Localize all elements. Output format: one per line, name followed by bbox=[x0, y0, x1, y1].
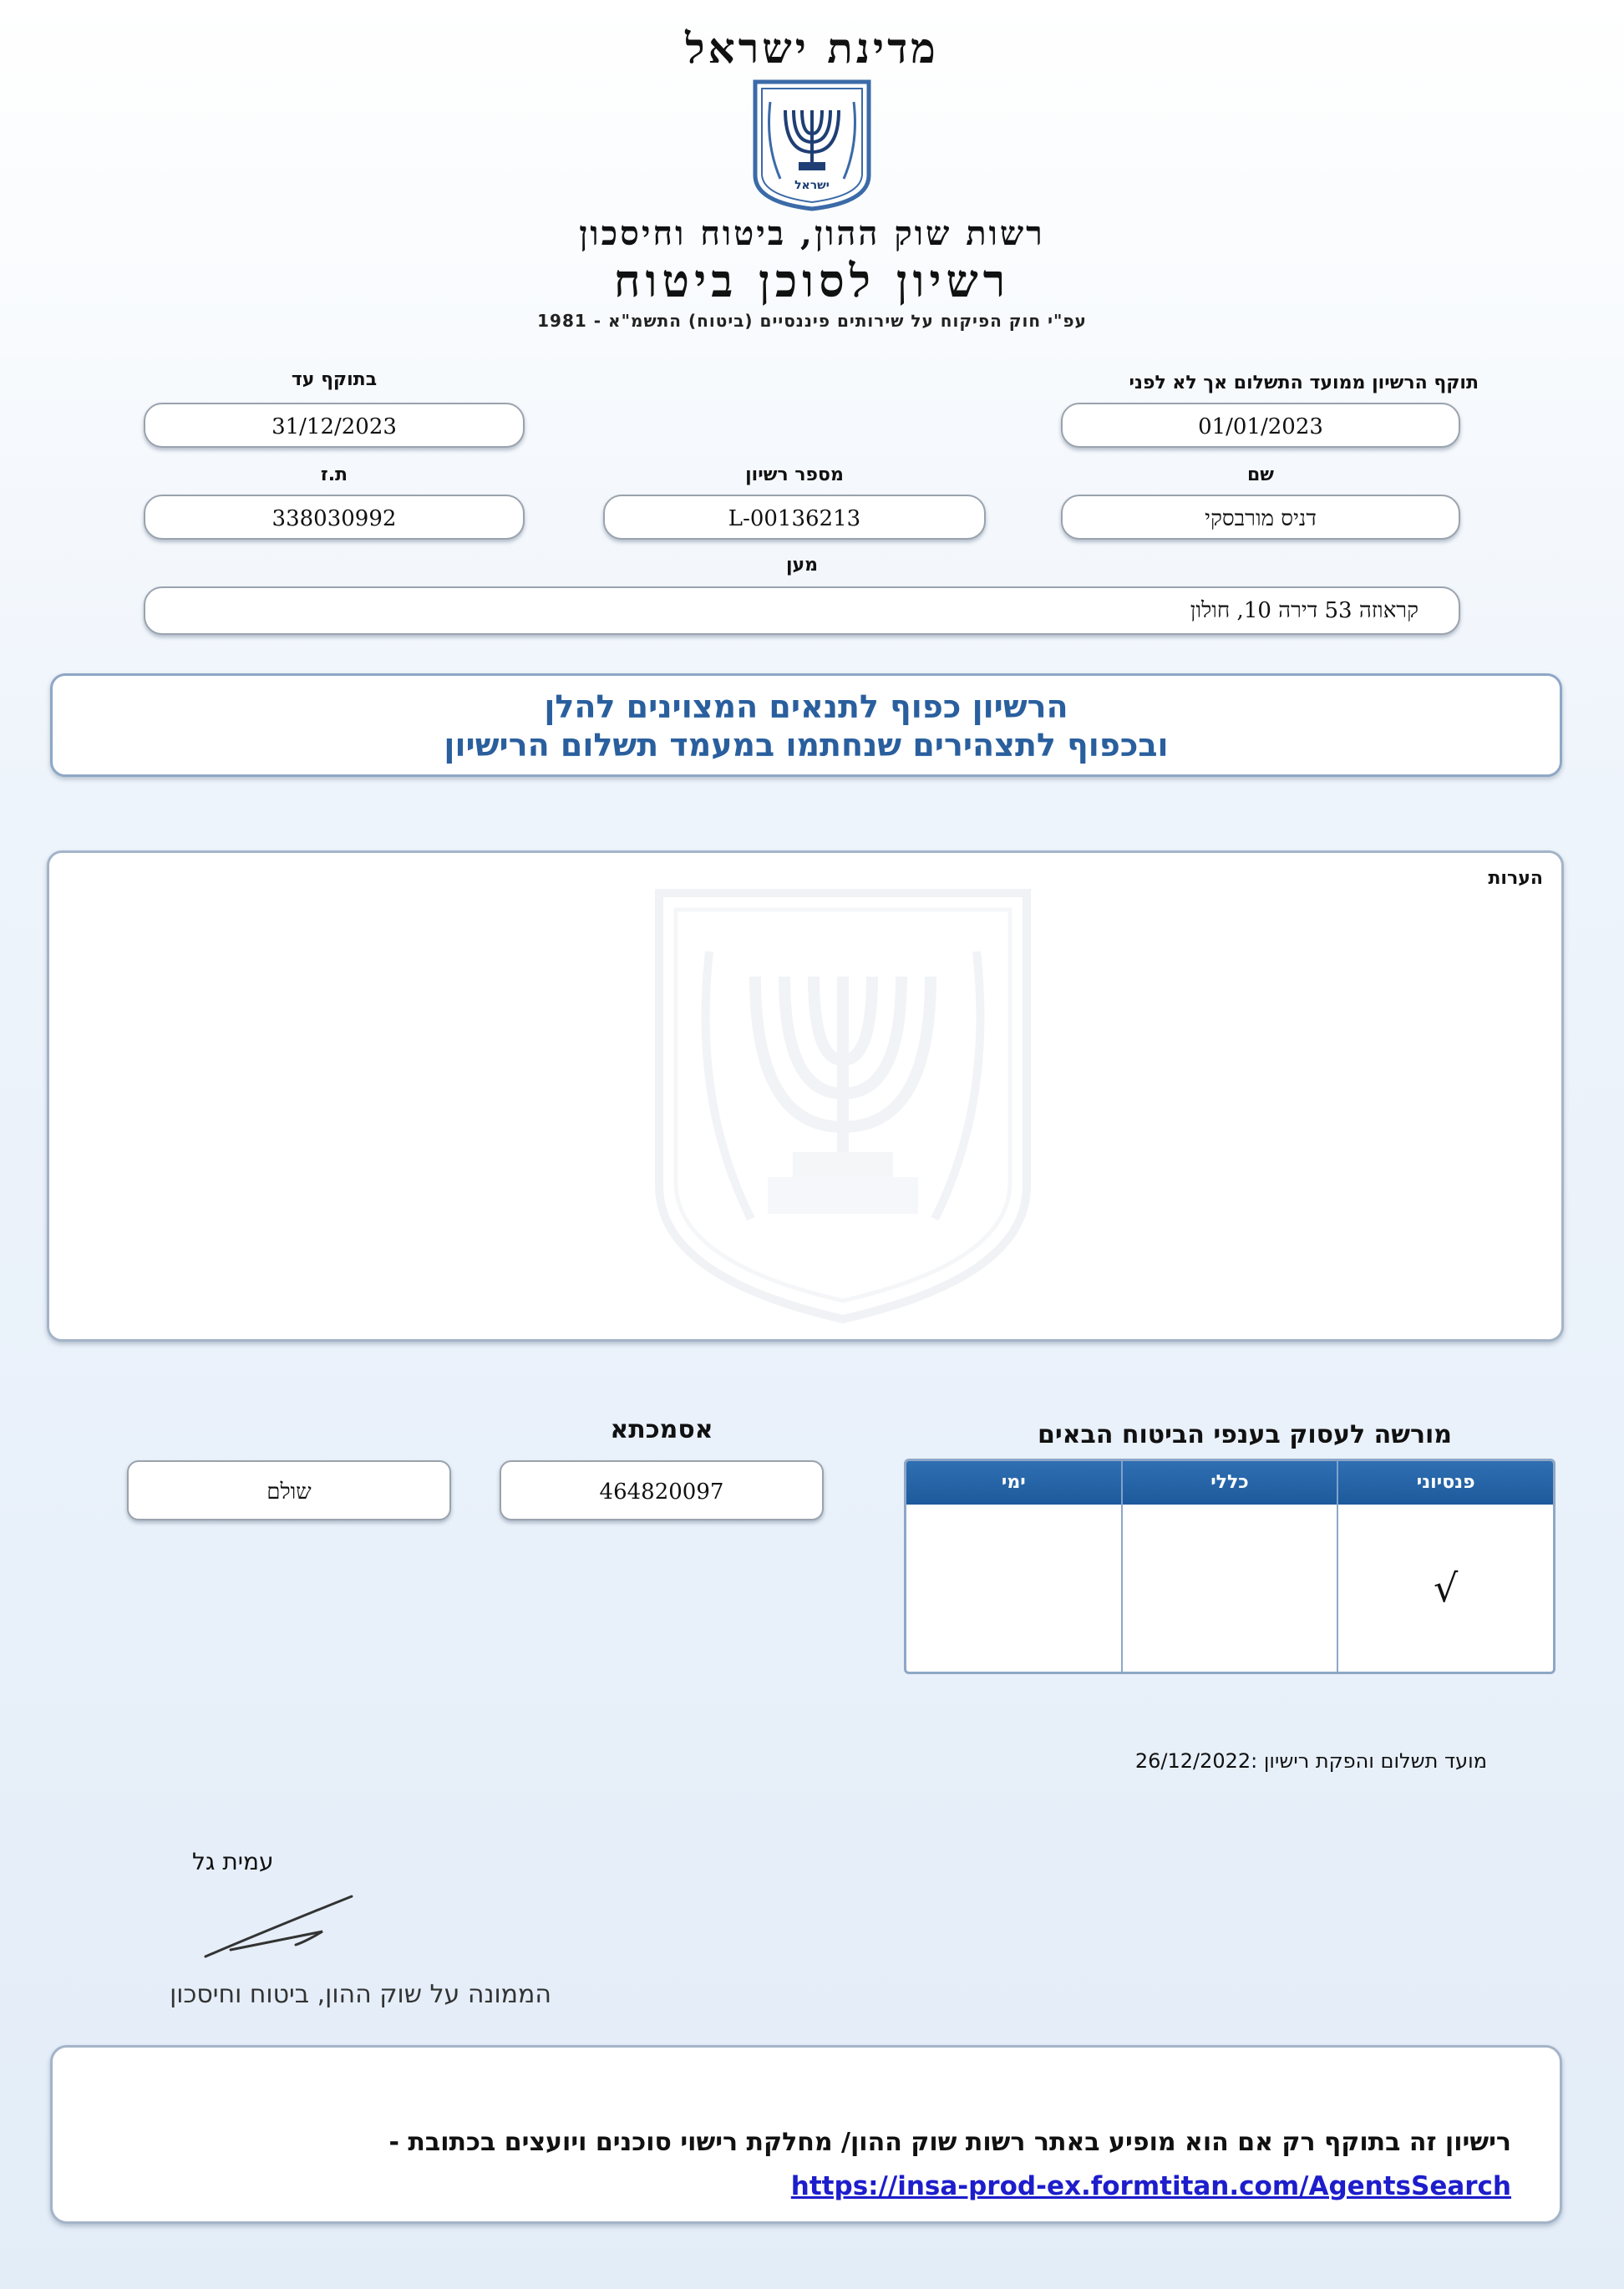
id-field: 338030992 bbox=[144, 495, 525, 540]
license-number-field: L-00136213 bbox=[603, 495, 986, 540]
address-label: מען bbox=[785, 555, 819, 576]
license-number-label: מספר רשיון bbox=[745, 464, 844, 485]
signature-icon bbox=[197, 1890, 356, 1965]
valid-from-field: 01/01/2023 bbox=[1061, 403, 1460, 448]
reference-number-field: 464820097 bbox=[500, 1460, 824, 1520]
signer-name: עמית גל bbox=[192, 1848, 274, 1875]
valid-until-label: בתוקף עד bbox=[291, 369, 378, 390]
conditions-box bbox=[50, 673, 1562, 777]
emblem-text: ישראל bbox=[794, 179, 830, 192]
agents-search-link[interactable]: https://insa-prod-ex.formtitan.com/AgentsSearch bbox=[790, 2171, 1511, 2201]
branch-col-marine: ימי bbox=[1001, 1472, 1026, 1493]
footer-box bbox=[50, 2045, 1562, 2224]
branches-table-header bbox=[906, 1461, 1553, 1505]
conditions-line-1: הרשיון כפוף לתנאים המצוינים להלן bbox=[544, 688, 1068, 725]
branches-table bbox=[904, 1459, 1555, 1674]
branch-col-general: כללי bbox=[1121, 1461, 1337, 1505]
state-emblem-icon bbox=[747, 77, 877, 212]
document-title: רשיון לסוכן ביטוח bbox=[613, 254, 1011, 307]
notes-box bbox=[47, 850, 1564, 1342]
branches-table-row bbox=[906, 1505, 1553, 1672]
branches-title: מורשה לעסוק בענפי הביטוח הבאים bbox=[1037, 1420, 1453, 1449]
valid-from-label: תוקף הרשיון ממועד התשלום אך לא לפני bbox=[1129, 373, 1479, 393]
notes-label: הערות bbox=[1488, 868, 1543, 889]
valid-until-field: 31/12/2023 bbox=[144, 403, 525, 448]
branch-col-pension: פנסיוני bbox=[1337, 1461, 1553, 1505]
authority-name: רשות שוק ההון, ביטוח וחיסכון bbox=[579, 214, 1045, 253]
branch-mark-pension: √ bbox=[1337, 1505, 1553, 1672]
validity-notice: רישיון זה בתוקף רק אם הוא מופיע באתר רשות שוק ההון/ מחלקת רישוי סוכנים ויועצים בכתובת - bbox=[388, 2128, 1511, 2157]
branch-mark-general bbox=[1121, 1505, 1337, 1672]
conditions-line-2: ובכפוף לתצהירים שנחתמו במעמד תשלום הרישיון bbox=[444, 727, 1169, 764]
emblem-watermark-icon bbox=[642, 885, 1043, 1327]
address-field: קראוזה 53 דירה 10, חולון bbox=[144, 586, 1460, 635]
signer-title: הממונה על שוק ההון, ביטוח וחיסכון bbox=[170, 1980, 551, 2009]
payment-date: מועד תשלום והפקת רישיון :26/12/2022 bbox=[1134, 1749, 1487, 1773]
law-reference: עפ"י חוק הפיקוח על שירותים פיננסיים (ביטוח) התשמ"א - 1981 bbox=[537, 311, 1087, 331]
payment-status-field: שולם bbox=[127, 1460, 451, 1520]
reference-label: אסמכתא bbox=[610, 1415, 713, 1444]
branch-mark-marine bbox=[906, 1505, 1121, 1672]
name-field: דניס מורבסקי bbox=[1061, 495, 1460, 540]
name-label: שם bbox=[1246, 464, 1274, 485]
state-title: מדינת ישראל bbox=[685, 23, 939, 73]
id-label: ת.ז bbox=[320, 464, 348, 485]
